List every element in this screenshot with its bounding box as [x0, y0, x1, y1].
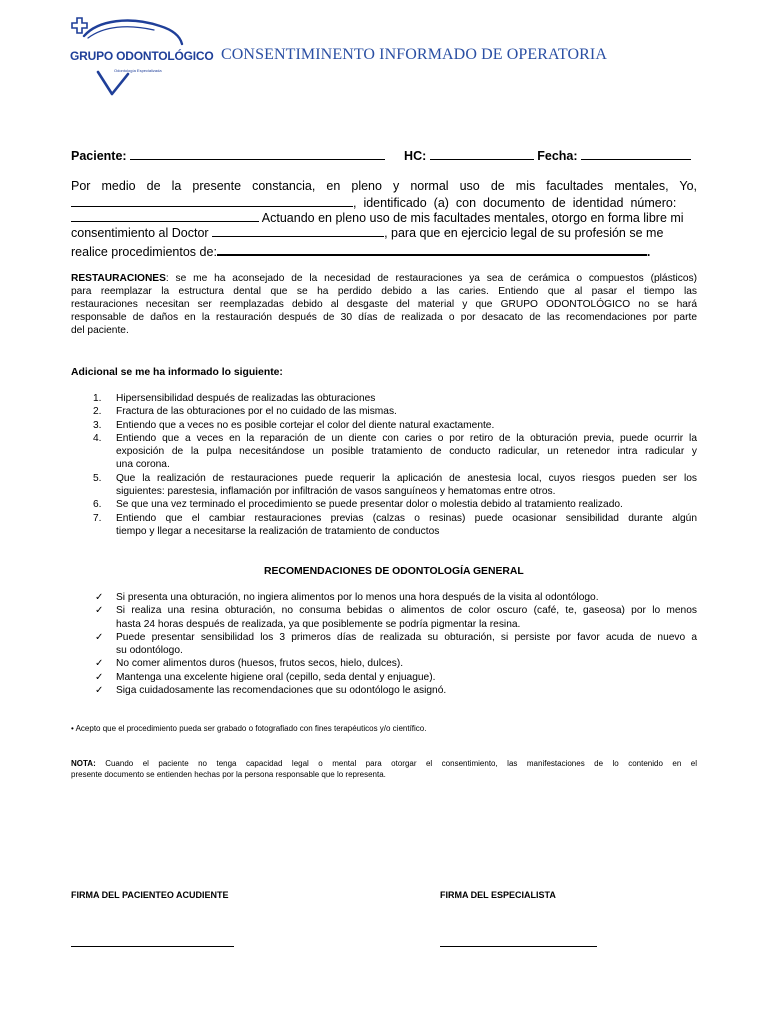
checkmark-icon: ✓	[95, 592, 104, 603]
logo	[68, 14, 214, 98]
list-item: ✓ Si realiza una resina obturación, no consuma bebidas o alimentos de color oscuro (café, te, gaseosa) por lo menos hasta 24 horas después de realizada, ya que posiblemente se podría pigmentar la resina.	[95, 605, 697, 630]
intro-line-2: , identificado (a) con documento de identidad número:	[71, 195, 697, 210]
nombre-field[interactable]	[71, 195, 353, 207]
firma-especialista-label: FIRMA DEL ESPECIALISTA	[440, 890, 556, 900]
patient-line	[71, 148, 697, 163]
list-item: 2. Fractura de las obturaciones por el no cuidado de las mismas.	[93, 406, 397, 418]
doctor-field[interactable]	[212, 225, 384, 237]
logo-subtext: Odontología Especializada	[114, 68, 162, 73]
list-item: ✓ Puede presentar sensibilidad los 3 primeros días de realizada su obturación, si persiste por favor acuda de nuevo a su odontólogo.	[95, 631, 697, 657]
list-item: ✓ Siga cuidadosamente las recomendaciones que su odontólogo le asignó.	[95, 685, 447, 697]
firma-paciente-label: FIRMA DEL PACIENTEO ACUDIENTE	[71, 890, 229, 900]
checkmark-icon: ✓	[95, 685, 104, 697]
intro-line-5: realice procedimientos de: .	[71, 245, 651, 259]
procedimientos-field[interactable]	[217, 243, 647, 256]
fecha-label: Fecha:	[537, 149, 578, 163]
restauraciones-paragraph: RESTAURACIONES: se me ha aconsejado de la necesidad de restauraciones ya sea de cerámica o compuestos (plásticos) para reemplazar la estructura dental que se ha perdido debido a las caries. Entiendo que al pasar el tiempo las restauraciones necesitan ser reemplazadas debido al desgaste del material y que GRUPO ODONTOLÓGICO no se hará responsable de daños en la restauración después de 30 días de realizada o por desacato de las recomendaciones por parte del paciente.	[71, 273, 697, 336]
intro-line-1: Por medio de la presente constancia, en pleno y normal uso de mis facultades mentales, Yo,	[71, 179, 697, 193]
documento-field[interactable]	[71, 210, 259, 222]
adicional-list	[71, 392, 697, 538]
checkmark-icon: ✓	[95, 605, 104, 617]
list-item: ✓ Mantenga una excelente higiene oral (cepillo, seda dental y enjuague).	[95, 671, 436, 683]
firma-paciente-line[interactable]	[71, 946, 234, 947]
acepto-note: • Acepto que el procedimiento pueda ser grabado o fotografiado con fines terapéuticos y/o científico.	[71, 724, 427, 733]
intro-line-3: Actuando en pleno uso de mis facultades mentales, otorgo en forma libre mi	[71, 210, 697, 225]
list-item: 7. Entiendo que el cambiar restauraciones previas (calzas o resinas) puede ocasionar sensibilidad durante algún tiempo y llegar a necesitarse la realización de tratamiento de conductos	[93, 512, 697, 537]
checkmark-icon: ✓	[95, 631, 104, 643]
list-item: 3. Entiendo que a veces no es posible cortejar el color del diente natural exactamente.	[93, 419, 495, 431]
firma-especialista-line[interactable]	[440, 946, 597, 947]
recomendaciones-heading: RECOMENDACIONES DE ODONTOLOGÍA GENERAL	[264, 566, 524, 577]
document-title: CONSENTIMINENTO INFORMADO DE OPERATORIA	[221, 46, 607, 63]
list-item: 1. Hipersensibilidad después de realizadas las obturaciones	[93, 393, 376, 404]
nota-label: NOTA:	[71, 759, 96, 768]
list-item: 5. Que la realización de restauraciones puede requerir la aplicación de anestesia local, cuyos riesgos pueden ser los siguientes: parestesia, inflamación por infiltración de vasos sanguíneos y hematomas entre otros.	[93, 472, 697, 498]
hc-field[interactable]	[430, 148, 534, 160]
logo-text: GRUPO ODONTOLÓGICO	[70, 49, 214, 63]
adicional-heading: Adicional se me ha informado lo siguiente:	[71, 367, 283, 378]
hc-label: HC:	[404, 149, 427, 163]
intro-line-4: consentimiento al Doctor , para que en ejercicio legal de su profesión se me	[71, 226, 664, 240]
fecha-field[interactable]	[581, 148, 691, 160]
nota-paragraph: NOTA: Cuando el paciente no tenga capacidad legal o mental para otorgar el consentimiento, las manifestaciones de lo contenido en el presente documento se entienden hechas por la persona responsable que lo representa.	[71, 759, 697, 779]
paciente-label: Paciente:	[71, 149, 127, 163]
checkmark-icon: ✓	[95, 671, 104, 683]
list-item: 4. Entiendo que a veces en la reparación de un diente con caries o por retiro de la obturación previa, puede ocurrir la exposición de la pulpa necesitándose un posible tratamiento de conducto radicular, un retenedor intra radicular y una corona.	[93, 432, 697, 471]
restauraciones-label: RESTAURACIONES	[71, 273, 166, 284]
list-item: ✓ Si presenta una obturación, no ingiera alimentos por lo menos una hora después de la visita al odontólogo.	[95, 592, 599, 603]
recomendaciones-list	[71, 591, 697, 697]
list-item: 6. Se que una vez terminado el procedimiento se puede presentar dolor o molestia debido al tratamiento realizado.	[93, 499, 623, 511]
checkmark-icon: ✓	[95, 658, 104, 670]
paciente-field[interactable]	[130, 148, 385, 160]
list-item: ✓ No comer alimentos duros (huesos, frutos secos, hielo, dulces).	[95, 658, 404, 670]
